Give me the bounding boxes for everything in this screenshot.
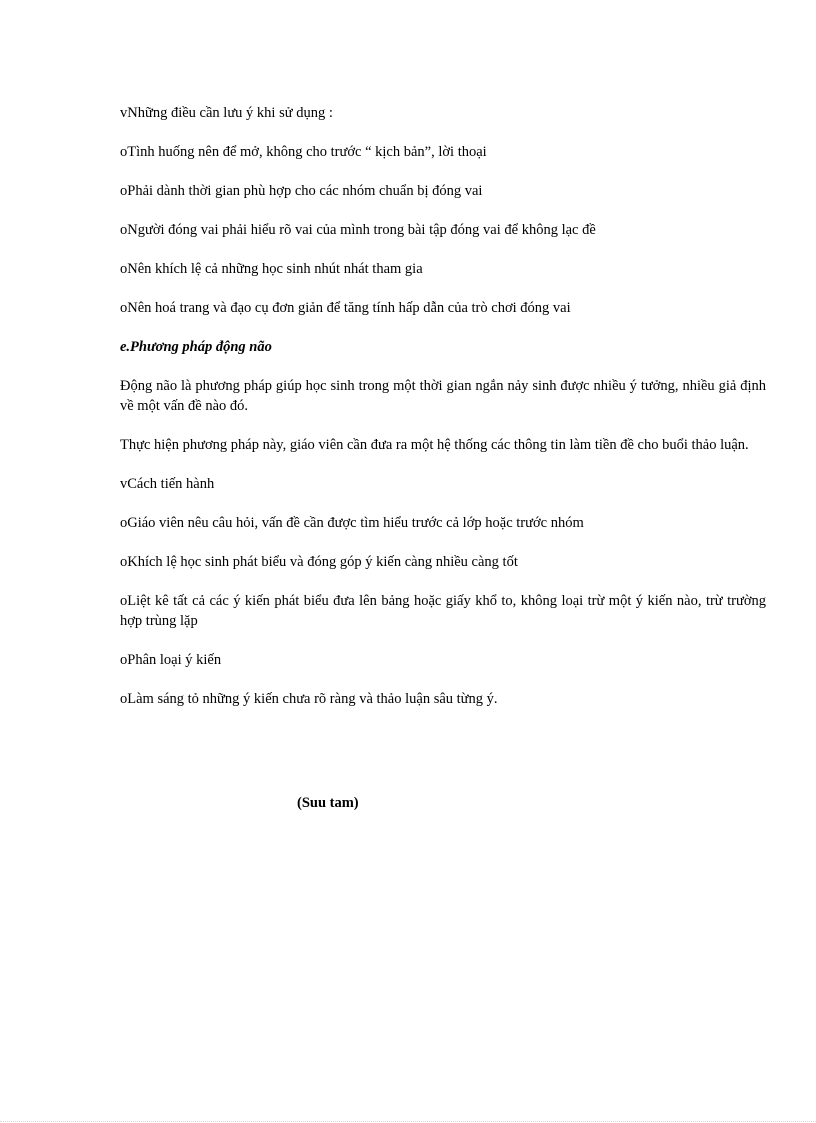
list-item: oNên khích lệ cả những học sinh nhút nhát tham gia <box>120 261 423 277</box>
list-item: oGiáo viên nêu câu hỏi, vấn đề cần được tìm hiểu trước cả lớp hoặc trước nhóm <box>120 515 584 531</box>
procedure-heading: vCách tiến hành <box>120 476 215 492</box>
list-item: oLàm sáng tỏ những ý kiến chưa rõ ràng và thảo luận sâu từng ý. <box>120 691 498 707</box>
list-item: oNgười đóng vai phải hiểu rõ vai của mình trong bài tập đóng vai để không lạc đề <box>120 222 596 238</box>
list-item: oTình huống nên để mở, không cho trước “ kịch bản”, lời thoại <box>120 144 487 160</box>
list-item: oPhân loại ý kiến <box>120 652 222 668</box>
page-bottom-divider <box>0 1121 816 1122</box>
usage-notes-heading: vNhững điều cần lưu ý khi sử dụng : <box>120 105 333 121</box>
list-item: oKhích lệ học sinh phát biểu và đóng góp ý kiến càng nhiều càng tốt <box>120 554 518 570</box>
list-item: oPhải dành thời gian phù hợp cho các nhóm chuẩn bị đóng vai <box>120 183 483 199</box>
list-item: oNên hoá trang và đạo cụ đơn giản để tăng tính hấp dẫn của trò chơi đóng vai <box>120 300 571 316</box>
body-paragraph: Thực hiện phương pháp này, giáo viên cần đưa ra một hệ thống các thông tin làm tiền đề cho buổi thảo luận. <box>120 437 749 453</box>
section-heading: e.Phương pháp động não <box>120 339 272 355</box>
list-item: oLiệt kê tất cả các ý kiến phát biểu đưa lên bảng hoặc giấy khổ to, không loại trừ một ý kiến nào, trừ trường hợp trùng lặp <box>120 593 766 629</box>
body-paragraph: Động não là phương pháp giúp học sinh trong một thời gian ngắn nảy sinh được nhiều ý tưởng, nhiều giả định về một vấn đề nào đó. <box>120 378 766 414</box>
document-body <box>120 103 766 728</box>
attribution: (Suu tam) <box>297 795 359 811</box>
